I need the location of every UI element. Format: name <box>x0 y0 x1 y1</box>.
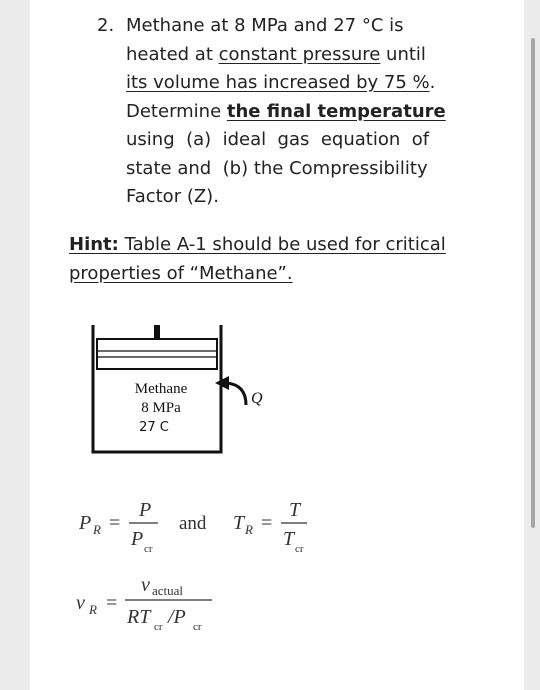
piston <box>97 339 217 369</box>
svg-text:v: v <box>76 592 85 614</box>
constant-pressure-text: constant pressure <box>218 43 381 65</box>
svg-text:P: P <box>131 528 144 550</box>
svg-text:P: P <box>139 499 152 521</box>
piston-cylinder-diagram <box>93 325 263 452</box>
svg-text:=: = <box>261 512 273 534</box>
svg-text:T: T <box>233 512 245 534</box>
svg-text:actual: actual <box>152 583 184 598</box>
question-line-2: heated at constant pressure until <box>126 43 426 65</box>
svg-text:P: P <box>79 512 92 534</box>
svg-text:cr: cr <box>193 621 202 633</box>
svg-text:R: R <box>89 602 97 617</box>
hint-line-2: properties of “Methane”. <box>69 263 293 284</box>
svg-text:RT: RT <box>127 606 151 628</box>
pressure-label: 8 MPa <box>141 400 181 416</box>
svg-text:T: T <box>289 499 301 521</box>
svg-text:cr: cr <box>144 543 153 555</box>
reduced-volume-formula <box>76 574 212 633</box>
hint-line-1: Hint: Table A-1 should be used for critical <box>69 234 446 255</box>
final-temperature-text: the final temperature <box>226 100 446 122</box>
volume-increase-text: its volume has increased by 75 % <box>126 72 430 93</box>
svg-text:T: T <box>283 528 295 550</box>
and-text: and <box>179 513 207 534</box>
reduced-pressure-formula <box>78 499 158 555</box>
question-line-7: Factor (Z). <box>126 186 219 207</box>
piston-rod <box>154 325 160 339</box>
svg-text:=: = <box>109 512 121 534</box>
svg-text:R: R <box>93 522 101 537</box>
svg-text:cr: cr <box>295 543 304 555</box>
question-line-4: Determine the final temperature <box>126 100 446 122</box>
question-line-5: using (a) ideal gas equation of <box>126 129 430 150</box>
question-number: 2. <box>97 15 115 36</box>
question-line-1: Methane at 8 MPa and 27 °C is <box>126 15 404 36</box>
heat-label: Q <box>251 390 263 407</box>
question-line-3: its volume has increased by 75 %. <box>126 72 436 93</box>
gas-label: Methane <box>134 381 188 397</box>
svg-text:v: v <box>141 574 150 596</box>
svg-text:=: = <box>106 592 118 614</box>
svg-text:cr: cr <box>154 621 163 633</box>
hint-label: Hint: <box>69 234 119 255</box>
temperature-label: 27 C <box>139 420 169 435</box>
reduced-temperature-formula <box>233 499 307 555</box>
question-line-6: state and (b) the Compressibility <box>126 157 428 179</box>
svg-text:R: R <box>245 522 253 537</box>
svg-text:/P: /P <box>168 606 186 628</box>
